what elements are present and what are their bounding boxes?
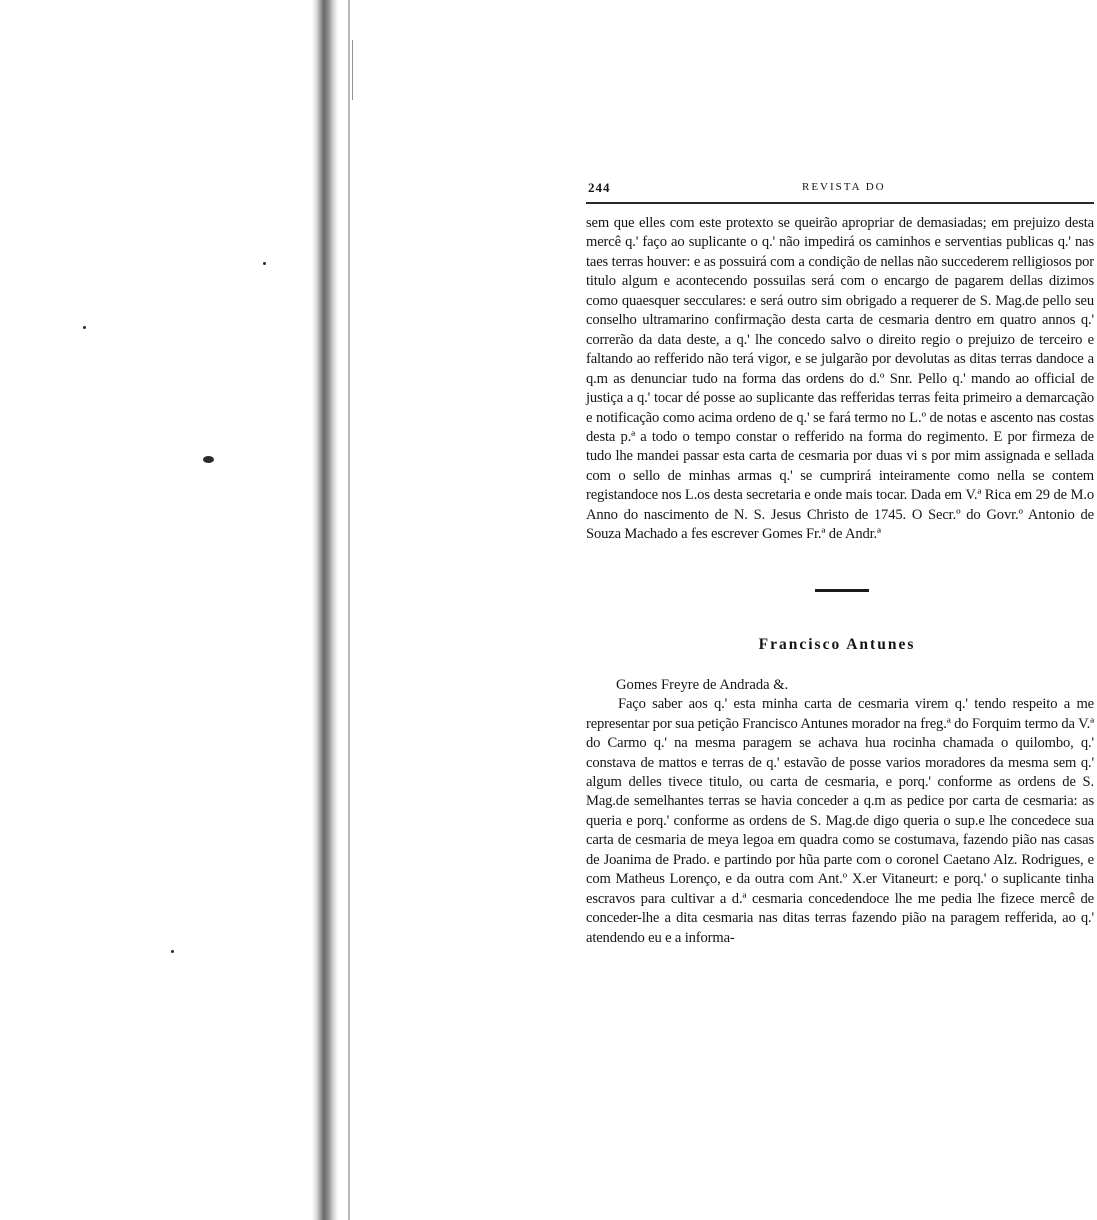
salutation-line: Gomes Freyre de Andrada &. [616,676,789,693]
right-page [586,178,1094,948]
journal-title: REVISTA DO [802,181,886,193]
page-number: 244 [588,180,611,195]
ink-speck [263,262,266,265]
section-heading: Francisco Antunes [758,635,916,653]
body-paragraph-2: Faço saber aos q.' esta minha carta de cesmaria virem q.' tendo respeito a me representar por sua petição Francisco Antunes morador na freg.ª do Forquim termo da V.ª do Carmo q.' na mesma paragem se achava hua rocinha chamada o quilombo, q.' constava de mattos e terras de q.' estavão de posse varios moradores da mesma sem q.' algum delles tivece titulo, ou carta de cesmaria, e porq.' conforme as ordens de S. Mag.de semelhantes terras se havia conceder a q.m as pedice por carta de cesmaria: as queria e porq.' conforme as ordens de S. Mag.de digo queria o sup.e lhe concedece sua carta de cesmaria de meya legoa em quadra como se costumava, fazendo pião nas casas de Joanima de Prado. e partindo por hũa parte com o coronel Caetano Alz. Rodrigues, e com Matheus Lorenço, e da outra com Ant.º X.er Vitaneurt: e porq.' o suplicante tinha escravos para cultivar a d.ª cesmaria concedendoce lhe me pedia lhe fizece mercê de conceder-lhe a dita cesmaria nas ditas terras fazendo pião na paragem refferida, ao q.' atendendo eu e a informa- [586,696,1094,946]
body-paragraph-1: sem que elles com este protexto se queirão apropriar de demasiadas; em prejuizo desta mercê q.' faço ao suplicante o q.' não impedirá os caminhos e serventias publicas q.' nas taes terras houver: e as possuirá com a condição de nellas não succederem relligiosos por titulo algum e acontecendo possuilas será com o encargo de pagarem dellas dizimos como quaesquer secculares: e será outro sim obrigado a requerer de S. Mag.de pello seu conselho ultramarino confirmação desta carta de cesmaria dentro em quatro annos q.' correrão da data deste, a q.' lhe concedo salvo o direito regio o prejuizo de terceiro e faltando ao refferido não terá vigor, e se julgarão por devolutas as ditas terras dandoce a q.m as denunciar tudo na forma das ordens do d.º Snr. Pello q.' mando ao official de justiça a q.' tocar dé posse ao suplicante das refferidas terras feita primeiro a demarcação e notificação como acima ordeno de q.' se fará termo no L.º de notas e ascento nas costas desta p.ª a todo o tempo constar o refferido na forma do regimento. E por firmeza de tudo lhe mandei passar esta carta de cesmaria por duas vi s por mim assignada e sellada com o sello de minhas armas q.' se cumprirá inteiramente como nella se contem registandoce nos L.os desta secretaria e onde mais tocar. Dada em V.ª Rica em 29 de M.o Anno do nascimento de N. S. Jesus Christo de 1745. O Secr.º do Govr.º Antonio de Souza Machado a fes escrever Gomes Fr.ª de Andr.ª [586,215,1094,543]
gutter-edge-line [348,0,350,1220]
ink-speck [171,950,174,953]
ink-speck [203,456,214,463]
book-gutter [312,0,338,1220]
ink-speck [83,326,86,329]
running-head [586,178,1094,200]
header-rule [586,202,1094,204]
section-separator [815,589,869,592]
left-facing-page [0,0,315,1220]
gutter-edge-mark [352,40,353,100]
